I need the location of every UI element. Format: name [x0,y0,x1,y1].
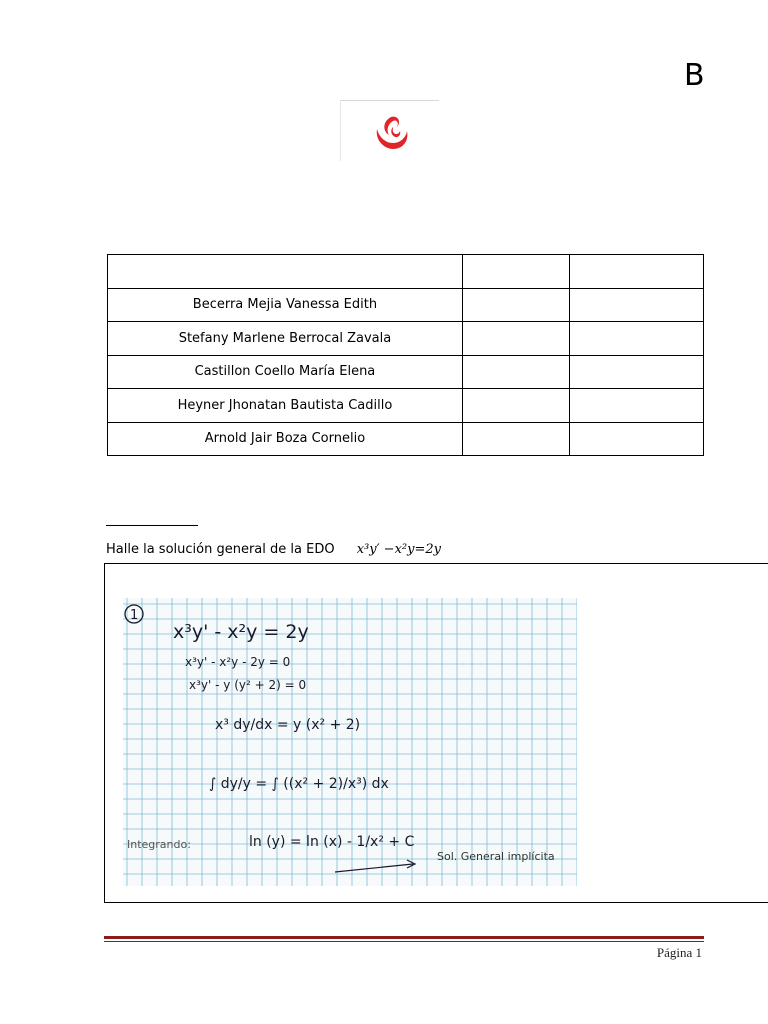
table-cell [570,389,704,423]
table-cell [570,355,704,389]
table-cell [570,255,704,289]
handwritten-line: x³y' - x²y = 2y [173,621,309,643]
table-cell [462,355,570,389]
handwritten-line: x³y' - y (y² + 2) = 0 [189,678,307,692]
table-row [108,322,704,356]
page-number: Página 1 [656,945,702,960]
handwritten-solution-image [123,598,577,886]
handwritten-line: Integrando: [127,838,191,851]
table-cell [462,288,570,322]
member-name: Heyner Jhonatan Bautista Cadillo [108,389,463,423]
question-equation: x³y′ −x²y=2y [356,542,441,557]
group-letter: B [684,58,705,93]
table-cell [108,255,463,289]
footer-rule [104,936,704,939]
table-cell [462,322,570,356]
table-row [108,355,704,389]
table-cell [570,322,704,356]
table-header-row [108,255,704,289]
members-table [107,254,704,456]
footnote-separator [106,525,198,526]
member-name: Arnold Jair Boza Cornelio [108,422,463,456]
handwritten-line: Sol. General implícita [437,850,555,863]
table-cell [462,422,570,456]
notebook-grid [123,598,577,886]
question-line [106,542,441,557]
handwritten-line: ln (y) = ln (x) - 1/x² + C [249,834,415,850]
table-cell [462,255,570,289]
table-row [108,422,704,456]
university-logo [369,113,413,151]
problem-number: 1 [130,608,139,623]
table-cell [570,288,704,322]
member-name: Becerra Mejia Vanessa Edith [108,288,463,322]
footer-rule-thin [104,941,704,942]
answer-box [104,563,768,903]
logo-frame [340,100,439,161]
question-prompt: Halle la solución general de la EDO [106,542,335,557]
arrow-icon [335,860,415,872]
member-name: Stefany Marlene Berrocal Zavala [108,322,463,356]
handwritten-line: x³ dy/dx = y (x² + 2) [215,717,361,733]
table-cell [462,389,570,423]
handwritten-line: x³y' - x²y - 2y = 0 [185,655,291,669]
table-row [108,288,704,322]
member-name: Castillon Coello María Elena [108,355,463,389]
table-cell [570,422,704,456]
table-row [108,389,704,423]
handwritten-line: ∫ dy/y = ∫ ((x² + 2)/x³) dx [209,776,389,792]
